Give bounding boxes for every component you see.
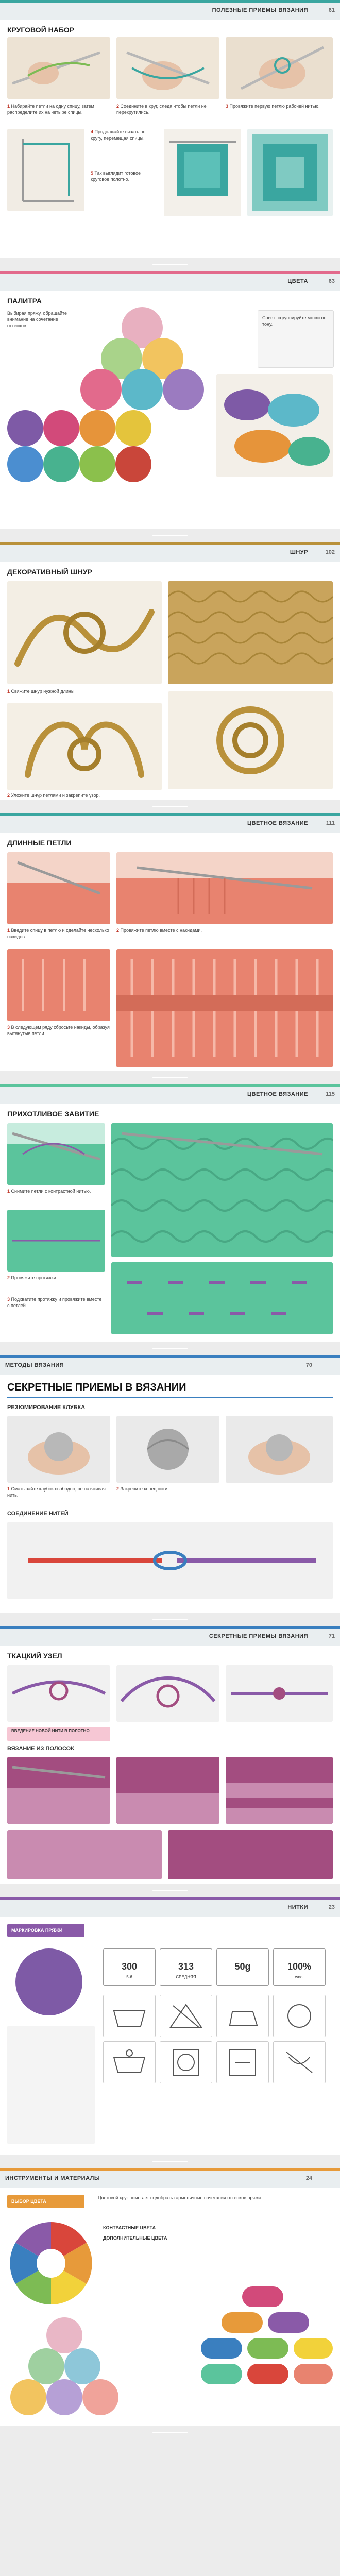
mint-strand-illustration: [7, 1210, 105, 1272]
joined-yarns-illustration: [7, 1522, 333, 1599]
swatch-texture: [111, 1123, 333, 1257]
page-number: 111: [326, 820, 335, 826]
mint-swatch-finished: [111, 1262, 333, 1334]
page-header: [0, 1626, 340, 1646]
purple-bars: [111, 1262, 333, 1334]
step-photo-2: [116, 1416, 219, 1483]
banner-text: ВВЕДЕНИЕ НОВОЙ НИТИ В ПОЛОТНО: [11, 1728, 90, 1733]
page-divider: [0, 1884, 340, 1897]
page-divider: [0, 1071, 340, 1084]
yarn-ball: [7, 446, 43, 482]
symbol-cell: [273, 1948, 326, 1986]
dry-clean-icon: [273, 1995, 326, 2037]
label-value: 300: [121, 1961, 138, 1972]
step-photo-3: [7, 949, 110, 1021]
step-caption-1: 1 Введите спицу в петлю и сделайте несколько накидов.: [7, 928, 109, 939]
wash-icon: [103, 1995, 156, 2037]
complementary-colors-label: ДОПОЛНИТЕЛЬНЫЕ ЦВЕТА: [103, 2235, 167, 2241]
knit-texture-illustration: [247, 129, 333, 216]
stripes-photo-4: [7, 1830, 162, 1879]
section-title: ТКАЦКИЙ УЗЕЛ: [7, 1652, 62, 1660]
yarn-ball: [7, 410, 43, 446]
intro-text: Выбирая пряжу, обращайте внимание на сочетание оттенков.: [7, 311, 67, 328]
step-caption-2: 2 Провяжите протяжки.: [7, 1275, 58, 1280]
symbol-cell: [103, 1948, 156, 1986]
title-rule: [7, 1397, 333, 1398]
label-value: 50g: [234, 1961, 251, 1972]
knot-loop-illustration: [116, 1665, 219, 1722]
needles-illustration: [7, 37, 110, 99]
yarn-ball: [122, 369, 163, 410]
cord-loop-illustration: [7, 581, 162, 684]
knit-texture: [168, 581, 333, 684]
ball-illustration: [116, 1416, 219, 1483]
stripes-texture: [7, 1757, 110, 1824]
yarn-skein: [201, 2364, 242, 2384]
label-unit: СРЕДНЯЯ: [176, 1975, 196, 1979]
step-photo-2: [116, 37, 219, 99]
page-header: [0, 1897, 340, 1917]
yarn-ball: [64, 2348, 100, 2384]
section-title: ПАЛИТРА: [7, 297, 42, 305]
page-divider: [0, 2426, 340, 2439]
knot-tight-illustration: [226, 1665, 333, 1722]
page-number: 102: [325, 549, 335, 555]
label-notes: [7, 2026, 95, 2144]
mint-needle-illustration: [7, 1123, 105, 1185]
step-photo-2: [7, 1210, 105, 1272]
page-header: [0, 1084, 340, 1104]
header-section-title: ЦВЕТА: [287, 278, 308, 284]
yarn-ball: [46, 2317, 82, 2353]
page-header: [0, 1355, 340, 1375]
header-section-title: ЦВЕТНОЕ ВЯЗАНИЕ: [247, 1091, 308, 1097]
header-stripe: [0, 0, 340, 3]
yarn-skein: [294, 2338, 333, 2359]
swatch-texture: [116, 949, 333, 1067]
page-number: 24: [305, 2175, 312, 2181]
step-caption-2: 2 Соедините в круг, следя чтобы петли не перекрутились.: [116, 104, 207, 115]
step-photo-4: [7, 129, 84, 211]
yarn-ball: [163, 369, 204, 410]
step-photo-1: [7, 1123, 105, 1185]
symbol-cell: [160, 1948, 212, 1986]
yarn-ball: [43, 410, 79, 446]
yarn-skein: [268, 2312, 309, 2333]
symbol-cell: [216, 1948, 269, 1986]
section-label-box: [7, 1924, 84, 1937]
loop-illustration: [226, 37, 333, 99]
page-header: [0, 0, 340, 20]
header-section-title: НИТКИ: [287, 1904, 308, 1910]
yarn-ball: [10, 2379, 46, 2415]
stripes-texture: [226, 1757, 333, 1824]
hands-illustration: [116, 37, 219, 99]
header-stripe: [0, 271, 340, 274]
page-divider: [0, 800, 340, 813]
header-section-title: ШНУР: [290, 549, 308, 555]
stripes-photo-5: [168, 1830, 333, 1879]
subtitle-joining-yarn: СОЕДИНЕНИЕ НИТЕЙ: [7, 1511, 69, 1517]
section-label-box: [7, 2195, 84, 2208]
yarn-ball: [43, 446, 79, 482]
step-caption-2: 2 Провяжите петлю вместе с накидами.: [116, 928, 202, 933]
color-wheel-graphic: [7, 2219, 95, 2307]
page-number: 71: [328, 1633, 335, 1639]
header-stripe: [0, 542, 340, 545]
knot-photo-2: [116, 1665, 219, 1722]
cord-photo-2: [7, 703, 162, 790]
mint-swatch-main: [111, 1123, 333, 1257]
step-photo-1: [7, 37, 110, 99]
highlight-banner: [7, 1727, 110, 1741]
yarn-ball: [79, 446, 115, 482]
header-section-title: ПОЛЕЗНЫЕ ПРИЕМЫ ВЯЗАНИЯ: [212, 7, 308, 13]
header-section-title: СЕКРЕТНЫЕ ПРИЕМЫ ВЯЗАНИЯ: [209, 1633, 308, 1639]
page-divider: [0, 1613, 340, 1626]
step-caption-3: 3 В следующем ряду сбросьте накиды, образуя вытянутые петли.: [7, 1025, 110, 1036]
step-caption-1: 1 Набирайте петли на одну спицу, затем распределите их на четыре спицы.: [7, 104, 94, 115]
knit-square-illustration: [164, 129, 241, 216]
section-title: КРУГОВОЙ НАБОР: [7, 26, 75, 34]
header-section-title: ЦВЕТНОЕ ВЯЗАНИЕ: [247, 820, 308, 826]
step-photo-3: [226, 1416, 333, 1483]
page-secret-techniques: [0, 1355, 340, 1613]
dry-flat-icon: [216, 2041, 269, 2083]
yarn-skein: [247, 2338, 288, 2359]
page-header: [0, 2168, 340, 2188]
color-wheel: [7, 2219, 95, 2307]
page-yarn-palette: [0, 271, 340, 529]
cord-photo-3: [168, 691, 333, 789]
skeins-illustration: [216, 374, 333, 477]
page-number: 115: [326, 1091, 335, 1097]
yarn-skeins-photo: [216, 374, 333, 477]
needle-frame-illustration: [7, 129, 84, 211]
step-caption-2: 2 Закрепите конец нити.: [116, 1486, 169, 1492]
step-caption-2: 2 Уложите шнур петлями и закрепите узор.: [7, 793, 100, 798]
tip-box: [258, 310, 334, 368]
contrast-colors-label: КОНТРАСТНЫЕ ЦВЕТА: [103, 2225, 156, 2230]
knot-illustration: [7, 703, 162, 790]
page-header: [0, 813, 340, 833]
page-weavers-knot: [0, 1626, 340, 1884]
page-long-loops: [0, 813, 340, 1071]
step-caption-1: 1 Снимите петли с контрастной нитью.: [7, 1189, 91, 1194]
page-header: [0, 271, 340, 291]
page-color-choice: [0, 2168, 340, 2426]
header-section-title: ИНСТРУМЕНТЫ И МАТЕРИАЛЫ: [5, 2175, 100, 2181]
yarn-ball: [80, 369, 122, 410]
stripes-photo-2: [116, 1757, 219, 1824]
hand-ball-illustration: [226, 1416, 333, 1483]
page-overflow-area: [0, 2439, 340, 2576]
header-stripe: [0, 1626, 340, 1629]
subtitle-stripes: ВЯЗАНИЕ ИЗ ПОЛОСОК: [7, 1745, 74, 1752]
yarn-skein: [247, 2364, 288, 2384]
step-photo-1: [7, 852, 110, 924]
page-divider: [0, 258, 340, 271]
page-decorative-cord: [0, 542, 340, 800]
page-divider: [0, 1342, 340, 1355]
step-caption-1: 1 Свяжите шнур нужной длины.: [7, 689, 76, 694]
header-stripe: [0, 1355, 340, 1358]
page-number: 70: [305, 1362, 312, 1368]
page-circular-cast-on: [0, 0, 340, 258]
section-title: ДЕКОРАТИВНЫЙ ШНУР: [7, 568, 92, 576]
page-divider: [0, 2155, 340, 2168]
section-title: ДЛИННЫЕ ПЕТЛИ: [7, 839, 72, 847]
joining-yarn-photo: [7, 1522, 333, 1599]
yarn-skein: [222, 2312, 263, 2333]
label-unit: wool: [295, 1975, 304, 1979]
stripes-photo-1: [7, 1757, 110, 1824]
subtitle-ball-winding: РЕЗЮМИРОВАНИЕ КЛУБКА: [7, 1404, 86, 1411]
yarn-ball: [79, 410, 115, 446]
cord-texture-photo: [168, 581, 333, 684]
ball-winding-illustration: [7, 1416, 110, 1483]
cord-photo-1: [7, 581, 162, 684]
iron-icon: [216, 1995, 269, 2037]
step-caption-4: 4 Продолжайте вязать по кругу, перемещая спицы.: [91, 129, 146, 141]
tumble-dry-icon: [160, 2041, 212, 2083]
page-header: [0, 542, 340, 562]
yarn-ball: [28, 2348, 64, 2384]
rosette-illustration: [168, 691, 333, 789]
yarn-skein: [201, 2338, 242, 2359]
dropped-wraps-illustration: [7, 949, 110, 1021]
header-stripe: [0, 813, 340, 816]
header-stripe: [0, 1897, 340, 1900]
page-divider: [0, 529, 340, 542]
no-wring-icon: [273, 2041, 326, 2083]
wraps-illustration: [116, 852, 333, 924]
yarn-ball: [115, 410, 151, 446]
hand-wash-icon: [103, 2041, 156, 2083]
page-fancy-twist: [0, 1084, 340, 1342]
section-title: ПРИХОТЛИВОЕ ЗАВИТИЕ: [7, 1110, 99, 1118]
page-yarn-labels: [0, 1897, 340, 2155]
step-caption-3: 3 Провяжите первую петлю рабочей нитью.: [226, 104, 320, 109]
stripes-photo-3: [226, 1757, 333, 1824]
tip-text: Совет: сгруппируйте мотки по тону.: [262, 315, 327, 327]
step-photo-6: [247, 129, 333, 216]
step-photo-1: [7, 1416, 110, 1483]
header-stripe: [0, 2168, 340, 2171]
label-unit: 5-6: [126, 1975, 132, 1979]
yarn-ball: [115, 446, 151, 482]
chapter-title: СЕКРЕТНЫЕ ПРИЕМЫ В ВЯЗАНИИ: [7, 1382, 186, 1393]
page-number: 23: [328, 1904, 335, 1910]
page-number: 61: [328, 7, 335, 13]
step-caption-5: 5 Так выглядит готовое круговое полотно.: [91, 171, 141, 182]
knot-photo-1: [7, 1665, 110, 1722]
section-label: МАРКИРОВКА ПРЯЖИ: [11, 1928, 63, 1933]
yarn-skein: [294, 2364, 333, 2384]
page-number: 63: [328, 278, 335, 284]
header-section-title: МЕТОДЫ ВЯЗАНИЯ: [5, 1362, 64, 1368]
yarn-ball: [82, 2379, 118, 2415]
section-label: ВЫБОР ЦВЕТА: [11, 2199, 46, 2204]
step-caption-3: 3 Подхватите протяжку и провяжите вместе с петлей.: [7, 1297, 102, 1308]
yarn-skein: [242, 2286, 283, 2307]
label-value: 100%: [287, 1961, 312, 1972]
stripes-texture: [116, 1757, 219, 1824]
knot-illustration: [7, 1665, 110, 1722]
needle-illustration: [7, 852, 110, 924]
label-value: 313: [178, 1961, 194, 1972]
yarn-ball: [46, 2379, 82, 2415]
step-photo-2: [116, 852, 333, 924]
long-loops-swatch: [116, 949, 333, 1067]
intro-text: Цветовой круг помогает подобрать гармоничные сочетания оттенков пряжи.: [98, 2195, 262, 2200]
knot-photo-3: [226, 1665, 333, 1722]
step-photo-3: [226, 37, 333, 99]
yarn-ball: [15, 1948, 82, 2015]
step-caption-1: 1 Сматывайте клубок свободно, не натягивая нить.: [7, 1486, 106, 1498]
step-photo-5: [164, 129, 241, 216]
no-bleach-icon: [160, 1995, 212, 2037]
header-stripe: [0, 1084, 340, 1087]
